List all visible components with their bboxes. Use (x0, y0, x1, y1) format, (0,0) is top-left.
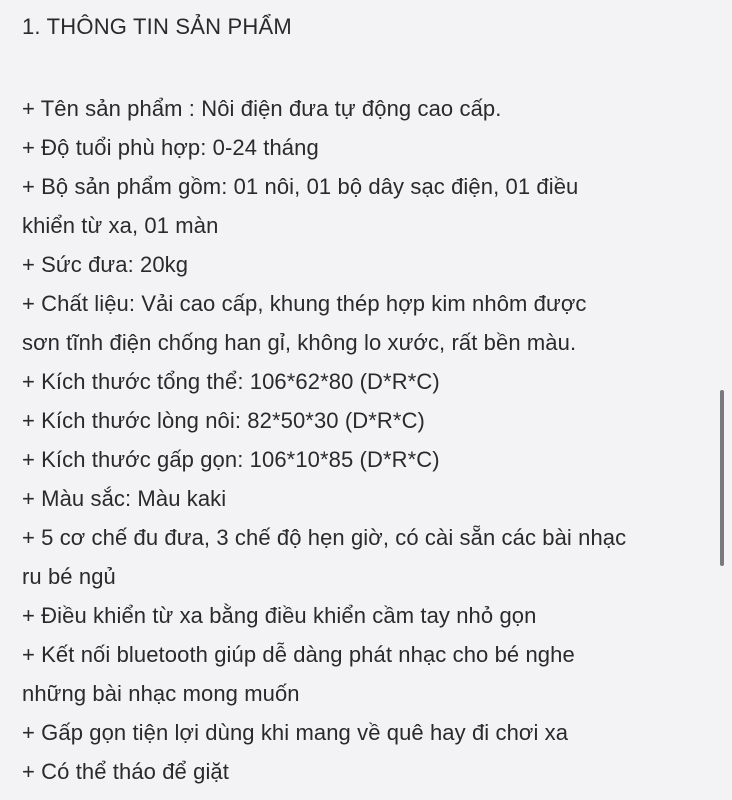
product-info-list (22, 89, 714, 791)
info-line-bluetooth: + Kết nối bluetooth giúp dễ dàng phát nhạc cho bé nghe (22, 642, 575, 667)
info-line-size-inner: + Kích thước lòng nôi: 82*50*30 (D*R*C) (22, 408, 425, 433)
info-line-bluetooth-cont: những bài nhạc mong muốn (22, 681, 300, 706)
product-description (22, 10, 714, 791)
info-line-washable: + Có thể tháo để giặt (22, 759, 229, 784)
info-line-name: + Tên sản phẩm : Nôi điện đưa tự động cao cấp. (22, 96, 502, 121)
info-line-age: + Độ tuổi phù hợp: 0-24 tháng (22, 135, 319, 160)
info-line-color: + Màu sắc: Màu kaki (22, 486, 227, 511)
section-heading: 1. THÔNG TIN SẢN PHẨM (22, 14, 292, 39)
info-line-remote: + Điều khiển từ xa bằng điều khiển cầm tay nhỏ gọn (22, 603, 537, 628)
info-line-set: + Bộ sản phẩm gồm: 01 nôi, 01 bộ dây sạc điện, 01 điều (22, 174, 579, 199)
info-line-foldable: + Gấp gọn tiện lợi dùng khi mang về quê hay đi chơi xa (22, 720, 569, 745)
info-line-material-cont: sơn tĩnh điện chống han gỉ, không lo xước, rất bền màu. (22, 330, 577, 355)
info-line-size-overall: + Kích thước tổng thể: 106*62*80 (D*R*C) (22, 369, 440, 394)
info-line-modes-cont: ru bé ngủ (22, 564, 116, 589)
vertical-scrollbar[interactable] (720, 390, 724, 566)
info-line-material: + Chất liệu: Vải cao cấp, khung thép hợp kim nhôm được (22, 291, 587, 316)
info-line-set-cont: khiển từ xa, 01 màn (22, 213, 219, 238)
info-line-size-folded: + Kích thước gấp gọn: 106*10*85 (D*R*C) (22, 447, 440, 472)
info-line-load: + Sức đưa: 20kg (22, 252, 189, 277)
info-line-modes: + 5 cơ chế đu đưa, 3 chế độ hẹn giờ, có cài sẵn các bài nhạc (22, 525, 627, 550)
